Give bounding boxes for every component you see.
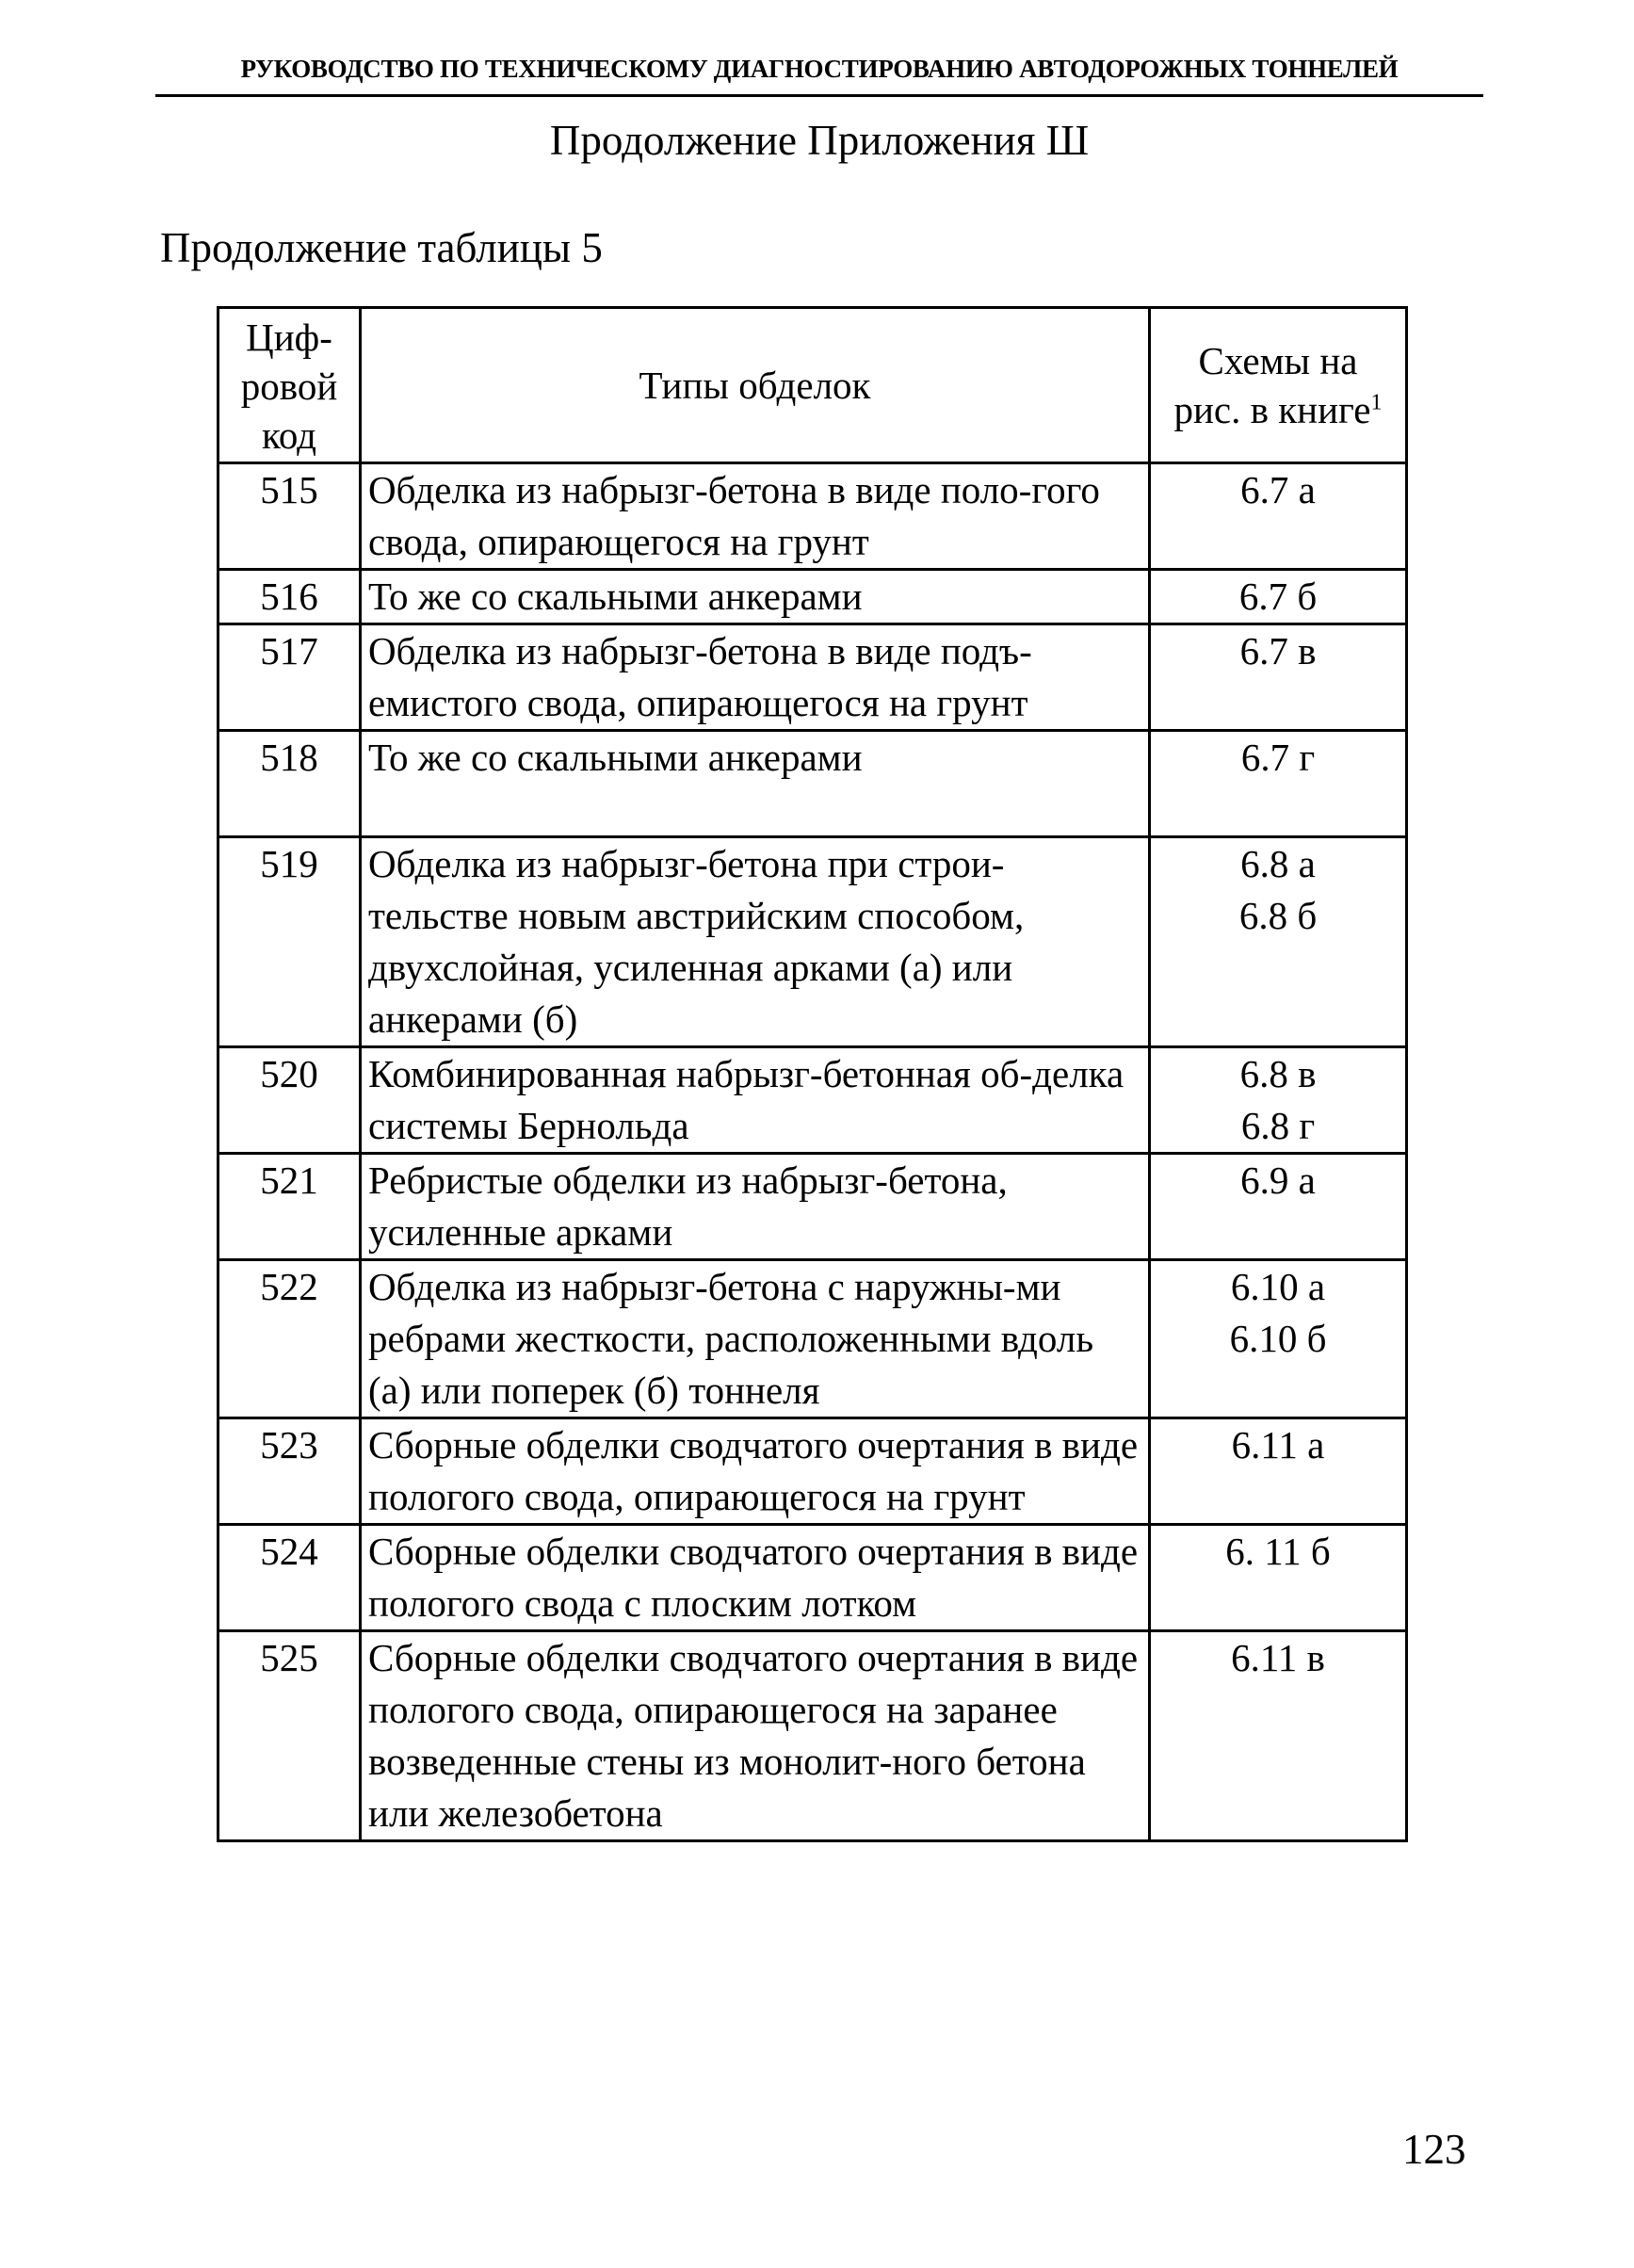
row-type: Ребристые обделки из набрызг-бетона, усиленные арками [361, 1154, 1150, 1260]
header-scheme-footnote: 1 [1370, 390, 1383, 415]
row-type: Обделка из набрызг-бетона в виде подъ-емистого свода, опирающегося на грунт [361, 624, 1150, 731]
header-code-line1: Циф- [246, 316, 332, 359]
table-row [218, 463, 1407, 570]
header-scheme-line2-text: рис. в книге [1173, 388, 1371, 431]
row-scheme: 6.7 г [1150, 731, 1407, 837]
row-code: 519 [218, 837, 361, 1047]
row-code: 523 [218, 1418, 361, 1525]
row-type: Обделка из набрызг-бетона при строи-тельстве новым австрийским способом, двухслойная, усиленная арками (а) или анкерами (б) [361, 837, 1150, 1047]
row-scheme-a: 6.8 в [1239, 1052, 1317, 1095]
page-number: 123 [1402, 2126, 1466, 2173]
lining-types-table [217, 306, 1408, 1842]
row-code: 517 [218, 624, 361, 731]
row-scheme [1150, 1047, 1407, 1154]
table-caption: Продолжение таблицы 5 [160, 224, 603, 271]
row-code: 521 [218, 1154, 361, 1260]
row-code: 515 [218, 463, 361, 570]
row-scheme: 6. 11 б [1150, 1525, 1407, 1631]
row-scheme-b: 6.8 г [1240, 1104, 1316, 1147]
table-row [218, 570, 1407, 624]
row-scheme-a: 6.10 а [1230, 1265, 1326, 1308]
row-scheme-a: 6.8 а [1240, 842, 1316, 885]
table-header-row [218, 308, 1407, 463]
row-scheme-b: 6.10 б [1229, 1317, 1327, 1360]
row-code: 516 [218, 570, 361, 624]
row-type: То же со скальными анкерами [361, 731, 1150, 837]
header-rule [155, 94, 1483, 97]
header-code-line3: код [261, 413, 317, 457]
row-scheme: 6.11 в [1150, 1631, 1407, 1841]
row-scheme-b: 6.8 б [1238, 894, 1318, 937]
row-type: То же со скальными анкерами [361, 570, 1150, 624]
appendix-title: Продолжение Приложения Ш [549, 117, 1090, 164]
header-scheme-line2 [1151, 385, 1405, 434]
table-row [218, 1047, 1407, 1154]
table-row [218, 837, 1407, 1047]
table-row [218, 1525, 1407, 1631]
row-scheme: 6.11 а [1150, 1418, 1407, 1525]
table-row [218, 1260, 1407, 1418]
row-scheme [1150, 1260, 1407, 1418]
row-code: 518 [218, 731, 361, 837]
row-code: 520 [218, 1047, 361, 1154]
row-scheme: 6.7 в [1150, 624, 1407, 731]
header-scheme [1150, 308, 1407, 463]
table-row [218, 1631, 1407, 1841]
row-scheme: 6.7 б [1150, 570, 1407, 624]
header-code-line2: ровой [240, 364, 338, 408]
row-type: Обделка из набрызг-бетона в виде поло-гого свода, опирающегося на грунт [361, 463, 1150, 570]
running-header: РУКОВОДСТВО ПО ТЕХНИЧЕСКОМУ ДИАГНОСТИРОВАНИЮ АВТОДОРОЖНЫХ ТОННЕЛЕЙ [240, 55, 1399, 83]
row-scheme: 6.9 а [1150, 1154, 1407, 1260]
row-type: Сборные обделки сводчатого очертания в виде пологого свода, опирающегося на грунт [361, 1418, 1150, 1525]
header-type: Типы обделок [361, 308, 1150, 463]
row-code: 522 [218, 1260, 361, 1418]
row-type: Комбинированная набрызг-бетонная об-делка системы Бернольда [361, 1047, 1150, 1154]
table-row [218, 731, 1407, 837]
table-row [218, 624, 1407, 731]
header-scheme-line1: Схемы на [1198, 339, 1358, 382]
row-scheme [1150, 837, 1407, 1047]
row-code: 524 [218, 1525, 361, 1631]
header-code [218, 308, 361, 463]
row-type: Сборные обделки сводчатого очертания в виде пологого свода с плоским лотком [361, 1525, 1150, 1631]
row-type: Сборные обделки сводчатого очертания в виде пологого свода, опирающегося на заранее возведенные стены из монолит-ного бетона или железобетона [361, 1631, 1150, 1841]
row-type: Обделка из набрызг-бетона с наружны-ми ребрами жесткости, расположенными вдоль (а) или поперек (б) тоннеля [361, 1260, 1150, 1418]
table-row [218, 1154, 1407, 1260]
row-code: 525 [218, 1631, 361, 1841]
table-row [218, 1418, 1407, 1525]
row-scheme: 6.7 а [1150, 463, 1407, 570]
